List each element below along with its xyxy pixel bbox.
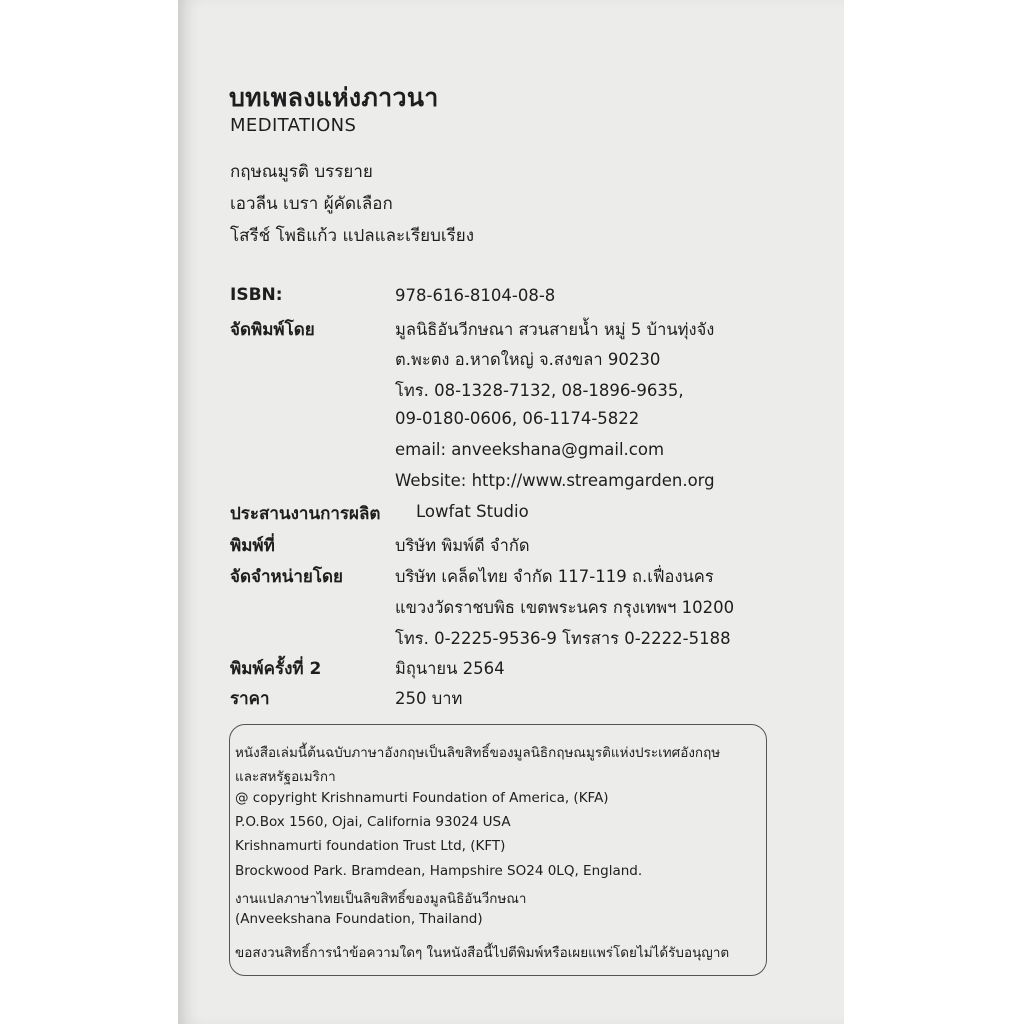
copyright-line: และสหรัฐอเมริกา	[235, 769, 336, 785]
copyright-line: (Anveekshana Foundation, Thailand)	[235, 911, 483, 927]
publisher-line: ต.พะตง อ.หาดใหญ่ จ.สงขลา 90230	[395, 350, 661, 369]
edition-value: มิถุนายน 2564	[395, 659, 505, 678]
publisher-label: จัดพิมพ์โดย	[230, 320, 315, 340]
publisher-website: Website: http://www.streamgarden.org	[395, 471, 715, 490]
rights-reserved-line: ขอสงวนสิทธิ์การนำข้อความใดๆ ในหนังสือนี้ไปตีพิมพ์หรือเผยแพร่โดยไม่ได้รับอนุญาต	[235, 945, 730, 961]
coordinator-value: Lowfat Studio	[416, 502, 529, 521]
printer-value: บริษัท พิมพ์ดี จำกัด	[395, 536, 530, 555]
coordinator-label: ประสานงานการผลิต	[230, 504, 381, 524]
book-title-thai: บทเพลงแห่งภาวนา	[229, 83, 439, 112]
isbn-label: ISBN:	[230, 285, 283, 305]
publisher-line: 09-0180-0606, 06-1174-5822	[395, 409, 640, 428]
edition-label: พิมพ์ครั้งที่ 2	[230, 659, 322, 679]
isbn-value: 978-616-8104-08-8	[395, 286, 556, 305]
distributor-line: แขวงวัดราชบพิธ เขตพระนคร กรุงเทพฯ 10200	[395, 598, 735, 617]
copyright-line: หนังสือเล่มนี้ต้นฉบับภาษาอังกฤษเป็นลิขสิทธิ์ของมูลนิธิกฤษณมูรติแห่งประเทศอังกฤษ	[235, 745, 721, 761]
copyright-line: P.O.Box 1560, Ojai, California 93024 USA	[235, 814, 511, 830]
copyright-line: Krishnamurti foundation Trust Ltd, (KFT)	[235, 838, 506, 854]
price-value: 250 บาท	[395, 689, 463, 708]
distributor-line: โทร. 0-2225-9536-9 โทรสาร 0-2222-5188	[395, 629, 731, 648]
distributor-line: บริษัท เคล็ดไทย จำกัด 117-119 ถ.เฟื่องนคร	[395, 567, 714, 586]
credit-compiler: เอวลีน เบรา ผู้คัดเลือก	[230, 194, 393, 214]
publisher-email: email: anveekshana@gmail.com	[395, 440, 665, 459]
credit-translator: โสรีช์ โพธิแก้ว แปลและเรียบเรียง	[230, 226, 475, 246]
credit-speaker: กฤษณมูรติ บรรยาย	[230, 162, 373, 182]
publisher-line: มูลนิธิอันวีกษณา สวนสายน้ำ หมู่ 5 บ้านทุ่งจัง	[395, 320, 715, 339]
copyright-line: Brockwood Park. Bramdean, Hampshire SO24 0LQ, England.	[235, 863, 643, 879]
copyright-line: @ copyright Krishnamurti Foundation of America, (KFA)	[235, 790, 609, 806]
copyright-line: งานแปลภาษาไทยเป็นลิขสิทธิ์ของมูลนิธิอันวีกษณา	[235, 891, 527, 907]
distributor-label: จัดจำหน่ายโดย	[230, 567, 343, 587]
book-title-english: MEDITATIONS	[230, 115, 357, 136]
printer-label: พิมพ์ที่	[230, 536, 275, 556]
price-label: ราคา	[230, 689, 270, 709]
publisher-line: โทร. 08-1328-7132, 08-1896-9635,	[395, 381, 684, 400]
